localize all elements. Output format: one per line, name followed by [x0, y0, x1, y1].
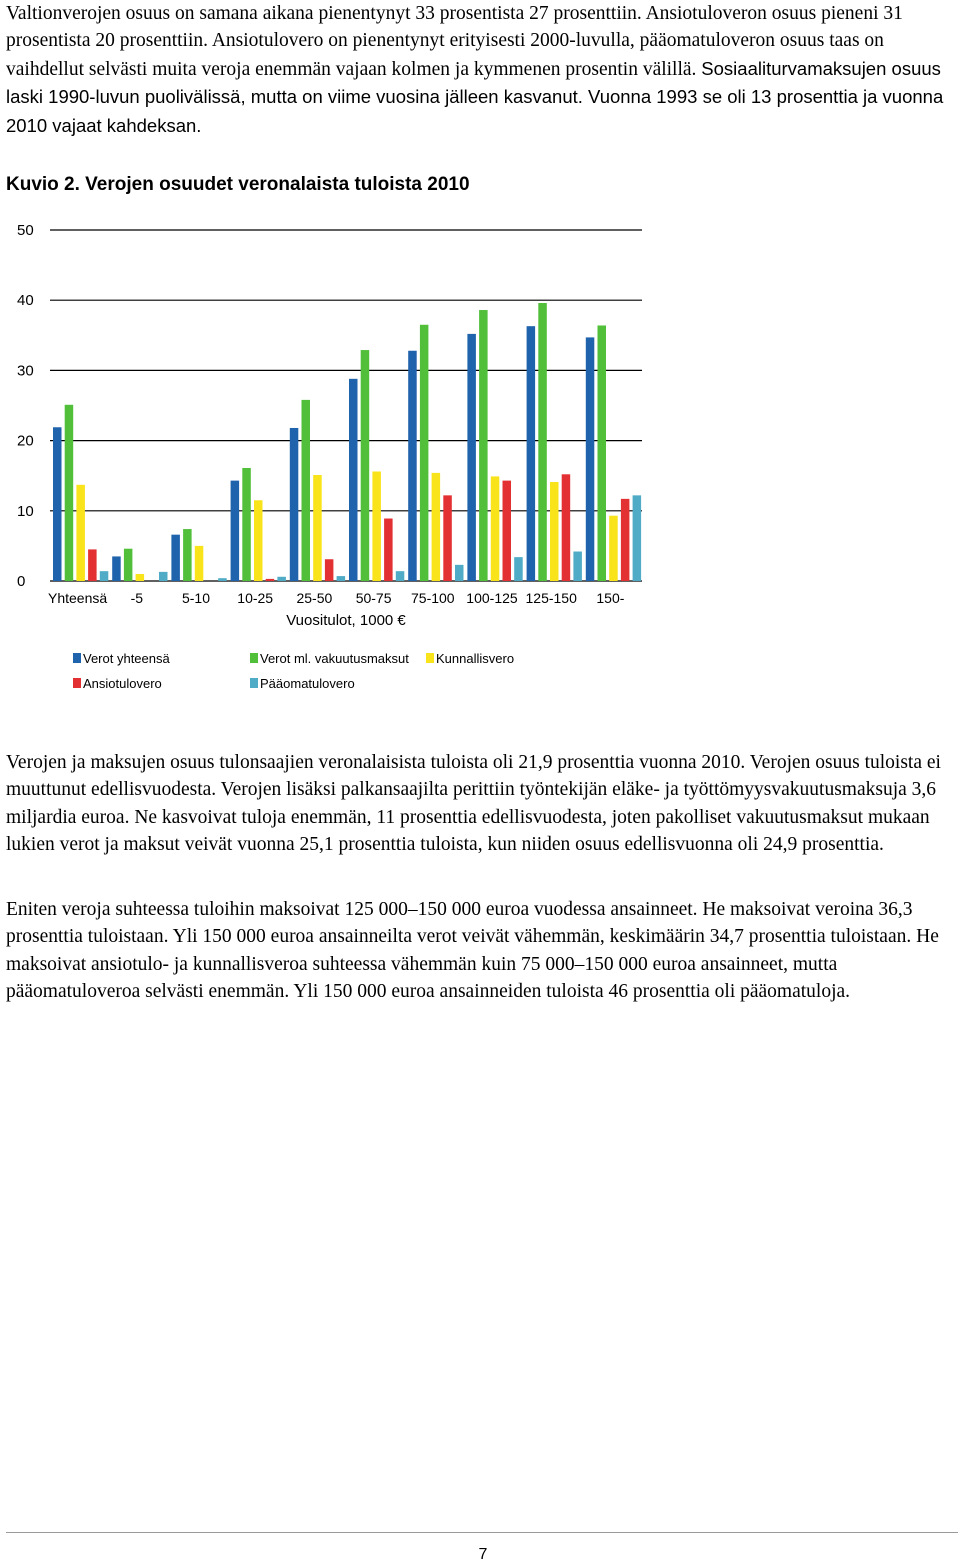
- x-axis-ticks: [48, 590, 625, 606]
- bar: [455, 565, 464, 581]
- body-paragraph-2: Eniten veroja suhteessa tuloihin maksoivat 125 000–150 000 euroa vuodessa ansainneet. He maksoivat veroina 36,3 prosenttia tuloistaan. Yli 150 000 euroa ansainneilta verot veivät vähemmän, keskimäärin 34,7 prosenttia tuloistaan. He maksoivat ansiotulo- ja kunnallisveroa suhteessa vähemmän kuin 75 000–150 000 euroa ansainneet, mutta pääomatuloveroa selvästi enemmän. Yli 150 000 euroa ansainneiden tuloista 46 prosenttia oli pääomatuloja.: [6, 899, 939, 1003]
- bar: [467, 334, 476, 581]
- legend-swatch: [426, 653, 434, 663]
- y-axis-ticks: [17, 222, 34, 590]
- intro-text-b: Sosiaaliturvamaksujen osuus laski 1990-luvun puolivälissä, mutta on viime vuosina jälleen kasvanut. Vuonna 1993 se oli 13 prosenttia ja vuonna 2010 vajaat kahdeksan.: [6, 57, 944, 136]
- bar-chart: [0, 210, 700, 710]
- bar: [633, 495, 642, 581]
- bar: [124, 549, 132, 581]
- page-number: 7: [478, 1546, 488, 1563]
- y-tick-label: 0: [17, 573, 26, 590]
- bar: [231, 481, 240, 581]
- bar: [609, 516, 618, 581]
- y-tick-label: 40: [17, 292, 34, 310]
- bar: [254, 500, 263, 581]
- legend-swatch: [250, 678, 258, 688]
- bar: [586, 337, 595, 581]
- bar: [136, 574, 145, 581]
- x-tick-label: 100-125: [466, 590, 518, 606]
- bar: [361, 350, 370, 581]
- x-tick-label: 75-100: [411, 590, 455, 606]
- bar: [527, 326, 536, 581]
- bar: [325, 559, 334, 581]
- x-tick-label: -5: [130, 590, 144, 606]
- y-tick-label: 30: [17, 362, 34, 380]
- bar: [277, 577, 286, 581]
- x-tick-label: 150-: [596, 590, 625, 606]
- x-tick-label: 125-150: [525, 590, 577, 606]
- bars: [53, 303, 641, 581]
- bar: [337, 576, 346, 581]
- legend-label: Kunnallisvero: [436, 651, 515, 666]
- bar: [408, 351, 417, 581]
- bar: [349, 379, 358, 581]
- legend-swatch: [73, 653, 81, 663]
- legend-label: Ansiotulovero: [83, 676, 162, 691]
- bar: [562, 474, 571, 581]
- bar: [65, 405, 74, 581]
- bar: [302, 400, 311, 581]
- bar: [218, 578, 227, 581]
- footer-divider: [6, 1532, 958, 1533]
- x-tick-label: 25-50: [296, 590, 333, 606]
- intro-text-a: Valtionverojen osuus on samana aikana pienentynyt 33 prosentista 27 prosenttiin. Ansiotuloveron osuus pieneni 31 prosentista 20 prosenttiin. Ansiotulovero on pienentynyt erityisesti 2000-luvulla, pääomatuloveron osuus taas on vaihdellut selvästi muita veroja enemmän vajaan kolmen ja kymmenen prosentin välillä.: [6, 3, 903, 80]
- bar: [195, 546, 204, 581]
- bar: [443, 495, 452, 581]
- bar: [538, 303, 547, 581]
- bar: [88, 549, 97, 581]
- bar: [432, 473, 441, 581]
- x-tick-label: 10-25: [237, 590, 274, 606]
- legend: [73, 651, 514, 691]
- bar: [100, 571, 109, 581]
- x-tick-label: Yhteensä: [48, 590, 108, 606]
- bar: [171, 535, 180, 581]
- legend-swatch: [73, 678, 81, 688]
- bar: [76, 485, 85, 581]
- bar: [53, 427, 62, 581]
- bar: [598, 325, 607, 581]
- bar: [420, 325, 429, 581]
- bar: [503, 481, 512, 581]
- legend-swatch: [250, 653, 258, 663]
- x-axis-label: Vuositulot, 1000 €: [286, 612, 406, 629]
- bar: [159, 572, 168, 581]
- body-paragraph-1: Verojen ja maksujen osuus tulonsaajien veronalaisista tuloista oli 21,9 prosenttia vuonna 2010. Verojen osuus tuloista ei muuttunut edellisvuodesta. Verojen lisäksi palkansaajilta perittiin työntekijän eläke- ja työttömyysvakuutusmaksuja 3,6 miljardia euroa. Ne kasvoivat tuloja enemmän, 11 prosenttia edellisvuodesta, joten pakolliset vakuutusmaksut mukaan lukien verot ja maksut veivät vuonna 25,1 prosenttia tuloista, kun niiden osuus edellisvuonna oli 24,9 prosenttia.: [6, 752, 941, 856]
- bar: [183, 529, 192, 581]
- y-tick-label: 20: [17, 432, 34, 450]
- legend-label: Verot yhteensä: [83, 651, 170, 666]
- intro-paragraph: [6, 0, 954, 140]
- bar: [372, 471, 381, 581]
- bar: [491, 476, 500, 581]
- bar: [621, 499, 630, 581]
- bar: [112, 556, 121, 581]
- bar: [313, 475, 322, 581]
- legend-label: Verot ml. vakuutusmaksut: [260, 651, 409, 666]
- bar: [479, 310, 488, 581]
- legend-label: Pääomatulovero: [260, 676, 355, 691]
- bar: [290, 428, 299, 581]
- bar: [550, 482, 559, 581]
- x-tick-label: 50-75: [355, 590, 392, 606]
- bar: [573, 552, 582, 581]
- bar: [396, 571, 405, 581]
- bar: [266, 579, 275, 581]
- y-tick-label: 10: [17, 502, 34, 520]
- y-tick-label: 50: [17, 222, 34, 239]
- bar: [242, 468, 251, 581]
- bar: [384, 519, 393, 581]
- bar: [514, 557, 523, 581]
- figure-caption: Kuvio 2. Verojen osuudet veronalaista tuloista 2010: [6, 174, 470, 195]
- x-tick-label: 5-10: [181, 590, 211, 606]
